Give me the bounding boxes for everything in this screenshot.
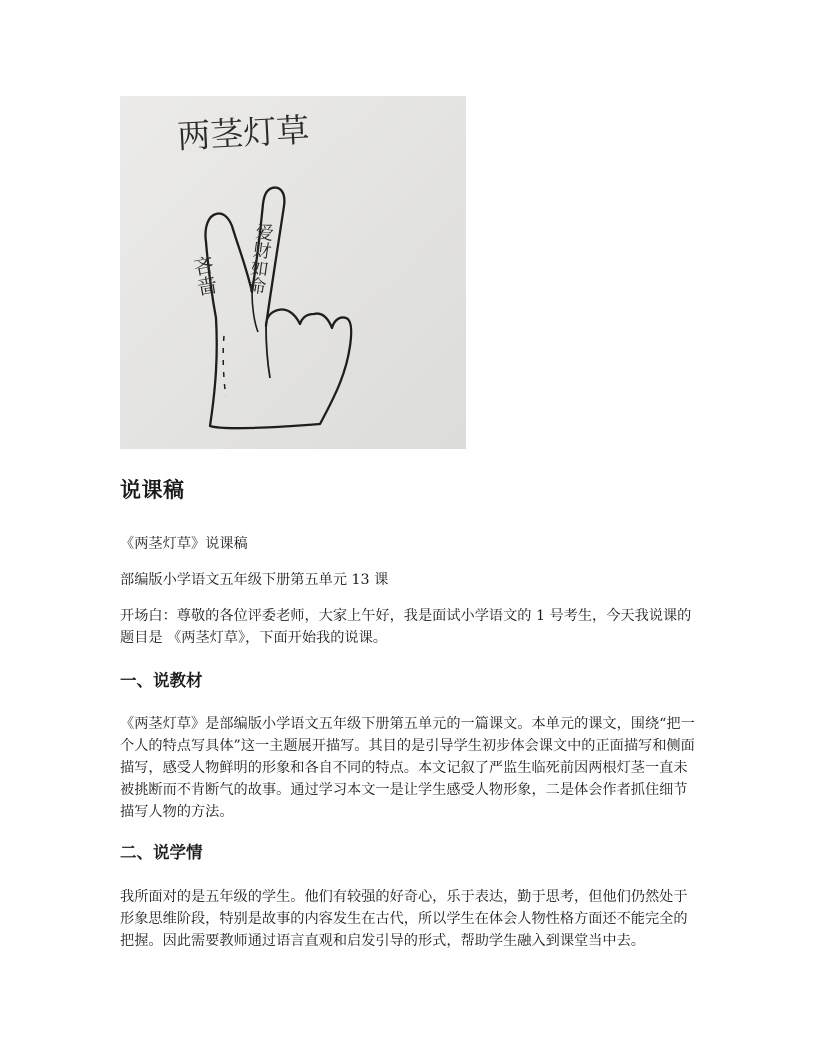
- document-title: 说课稿: [120, 478, 185, 502]
- document-page: [120, 96, 700, 952]
- section-body-textbook: 《两茎灯草》是部编版小学语文五年级下册第五单元的一篇课文。本单元的课文，围绕“把一个人的特点写具体”这一主题展开描写。其目的是引导学生初步体会课文中的正面描写和侧面描写，感受人物鲜明的形象和各自不同的特点。本文记叙了严监生临死前因两根灯茎一直未被挑断而不肯断气的故事。通过学习本文一是让学生感受人物形象，二是体会作者抓住细节描写人物的方法。: [120, 716, 695, 820]
- right-finger-text: 爱财如命: [244, 221, 275, 296]
- hand-drawing-svg: [120, 96, 466, 449]
- hand-drawing-photo: [120, 96, 466, 449]
- left-finger-text: 吝啬: [188, 254, 220, 298]
- lesson-subtitle: 《两茎灯草》说课稿: [120, 536, 248, 552]
- opening-paragraph: 开场白：尊敬的各位评委老师，大家上午好，我是面试小学语文的 1 号考生，今天我说课的题目是 《两茎灯草》，下面开始我的说课。: [120, 608, 692, 646]
- section-heading-textbook: 一、说教材: [120, 671, 203, 690]
- handwritten-title: 两茎灯草: [176, 110, 311, 156]
- section-body-students: 我所面对的是五年级的学生。他们有较强的好奇心，乐于表达，勤于思考，但他们仍然处于形象思维阶段，特别是故事的内容发生在古代，所以学生在体会人物性格方面还不能完全的把握。因此需要教师通过语言直观和启发引导的形式，帮助学生融入到课堂当中去。: [120, 889, 688, 949]
- section-heading-students: 二、说学情: [120, 843, 203, 862]
- course-info: 部编版小学语文五年级下册第五单元 13 课: [120, 572, 389, 588]
